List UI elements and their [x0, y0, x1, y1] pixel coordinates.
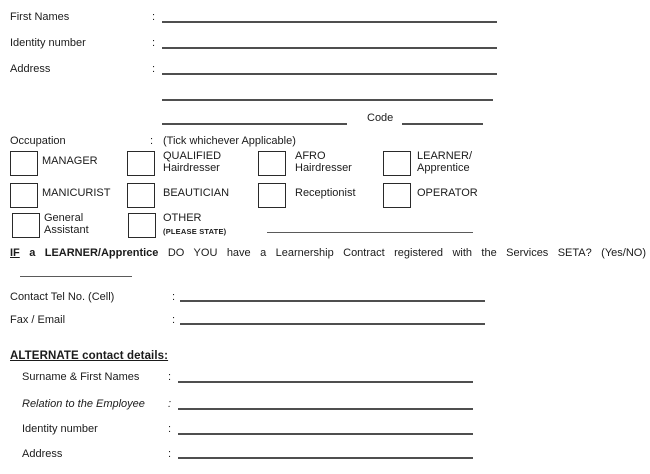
- checkbox-learner-apprentice[interactable]: [383, 151, 411, 176]
- alt-identity-colon: :: [168, 423, 172, 435]
- alt-address-label: Address: [22, 448, 63, 460]
- alt-surname-label: Surname & First Names: [22, 371, 140, 383]
- first-names-colon: :: [152, 11, 156, 23]
- occupation-hint: (Tick whichever Applicable): [163, 135, 296, 147]
- occupation-label: Occupation: [10, 135, 66, 147]
- checkbox-manager[interactable]: [10, 151, 38, 176]
- code-label: Code: [367, 112, 394, 124]
- checkbox-other[interactable]: [128, 213, 156, 238]
- receptionist-label: Receptionist: [295, 187, 356, 199]
- identity-number-line[interactable]: [162, 47, 497, 49]
- learner-apprentice-label-1: LEARNER/: [417, 150, 473, 162]
- alt-relation-colon: :: [168, 398, 172, 410]
- learner-question-if: IF: [10, 247, 20, 259]
- contact-tel-label: Contact Tel No. (Cell): [10, 291, 115, 303]
- learner-apprentice-label-2: Apprentice: [417, 162, 470, 174]
- code-line[interactable]: [402, 123, 483, 125]
- checkbox-afro-hairdresser[interactable]: [258, 151, 286, 176]
- alt-address-line[interactable]: [178, 457, 473, 459]
- learner-question-rest: DO YOU have a Learnership Contract registered with the Services SETA? (Yes/NO): [167, 247, 646, 259]
- identity-number-label: Identity number: [10, 37, 86, 49]
- occupation-colon: :: [150, 135, 154, 147]
- alt-relation-line[interactable]: [178, 408, 473, 410]
- general-assistant-label-1: General: [44, 212, 84, 224]
- learner-question-bold: a LEARNER/Apprentice: [29, 247, 159, 259]
- other-label: OTHER: [163, 212, 202, 224]
- checkbox-operator[interactable]: [383, 183, 411, 208]
- fax-email-line[interactable]: [180, 323, 485, 325]
- checkbox-manicurist[interactable]: [10, 183, 38, 208]
- address-line-1[interactable]: [162, 73, 497, 75]
- identity-number-colon: :: [152, 37, 156, 49]
- manicurist-label: MANICURIST: [42, 187, 111, 199]
- fax-email-colon: :: [172, 314, 176, 326]
- qualified-hairdresser-label-2: Hairdresser: [163, 162, 220, 174]
- contact-tel-line[interactable]: [180, 300, 485, 302]
- general-assistant-label-2: Assistant: [44, 224, 89, 236]
- learner-answer-line[interactable]: [20, 276, 132, 277]
- alt-address-colon: :: [168, 448, 172, 460]
- first-names-label: First Names: [10, 11, 70, 23]
- alt-relation-label: Relation to the Employee: [22, 398, 145, 410]
- alternate-heading: ALTERNATE contact details:: [10, 350, 169, 362]
- address-colon: :: [152, 63, 156, 75]
- operator-label: OPERATOR: [417, 187, 478, 199]
- address-line-2[interactable]: [162, 99, 493, 101]
- qualified-hairdresser-label-1: QUALIFIED: [163, 150, 222, 162]
- afro-hairdresser-label-1: AFRO: [295, 150, 326, 162]
- first-names-line[interactable]: [162, 21, 497, 23]
- alt-surname-line[interactable]: [178, 381, 473, 383]
- other-please-state-label: (PLEASE STATE): [163, 227, 227, 236]
- contact-tel-colon: :: [172, 291, 176, 303]
- address-label: Address: [10, 63, 51, 75]
- learner-question: [10, 247, 646, 260]
- checkbox-general-assistant[interactable]: [12, 213, 40, 238]
- manager-label: MANAGER: [42, 155, 98, 167]
- checkbox-beautician[interactable]: [127, 183, 155, 208]
- address-line-3[interactable]: [162, 123, 347, 125]
- beautician-label: BEAUTICIAN: [163, 187, 230, 199]
- other-write-in-line[interactable]: [267, 232, 473, 233]
- afro-hairdresser-label-2: Hairdresser: [295, 162, 352, 174]
- alt-identity-label: Identity number: [22, 423, 98, 435]
- fax-email-label: Fax / Email: [10, 314, 66, 326]
- checkbox-qualified-hairdresser[interactable]: [127, 151, 155, 176]
- checkbox-receptionist[interactable]: [258, 183, 286, 208]
- alt-surname-colon: :: [168, 371, 172, 383]
- alt-identity-line[interactable]: [178, 433, 473, 435]
